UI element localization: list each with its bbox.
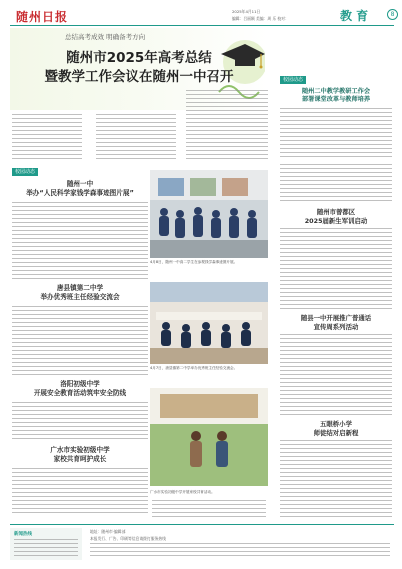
- headline-r1: 随州二中教学教研工作会 部署课堂改革与教师培养: [301, 88, 371, 103]
- caption-meeting: 4月7日，唐县镇第二中学举办优秀班主任经验交流会。: [150, 366, 238, 370]
- photo-outdoor: [150, 388, 268, 486]
- r1-body: [280, 108, 392, 160]
- r1-body-2: [280, 164, 392, 204]
- hero-kicker: 总结高考成效 明确备考方向: [65, 33, 146, 41]
- headline-a1: 随州一中 举办“人民科学家钱学森事迹图片展”: [26, 180, 134, 197]
- footer-notice: 本报发行、广告、印刷等信息请拨打服务热线: [90, 536, 166, 541]
- page-number-badge: 8: [387, 9, 398, 20]
- a3-body: [12, 402, 148, 442]
- footer-body: [90, 543, 390, 559]
- masthead-date: 2025年4月11日: [232, 9, 261, 14]
- headline-r4: 五眼桥小学 师徒结对启新程: [313, 420, 359, 437]
- masthead: [10, 6, 394, 26]
- below-photo-body: [152, 500, 266, 520]
- hero-body-col2: [96, 114, 176, 160]
- newspaper-logo: 随州日报: [16, 10, 69, 24]
- section-title: 教 育: [340, 9, 369, 23]
- headline-a2: 唐县镇第二中学 举办优秀班主任经验交流会: [40, 284, 120, 301]
- photo-exhibition: [150, 170, 268, 258]
- section-tag-right: 校园动态: [280, 76, 306, 84]
- a2-body: [12, 306, 148, 376]
- photo-meeting: [150, 282, 268, 364]
- headline-a4: 广水市实验初级中学 家校共育呵护成长: [50, 446, 110, 463]
- a4-body: [12, 468, 148, 516]
- footer: [10, 524, 394, 562]
- r4-body: [280, 440, 392, 518]
- hero-title-line2: 暨教学工作会议在随州一中召开: [44, 69, 234, 85]
- footer-hotline-lines: [14, 539, 78, 557]
- hero-body-col1: [12, 114, 82, 160]
- a1-body: [12, 202, 148, 282]
- headline-r2: 随州市曾都区 2025届新生军训启动: [304, 208, 368, 225]
- caption-exhibition: 4月8日，随州一中高二学生在参观钱学森事迹图片展。: [150, 260, 238, 264]
- section-tag-left: 校园动态: [12, 168, 38, 176]
- masthead-editors: 编辑：吕丽颖 美编：周 乐 校对：: [232, 16, 289, 21]
- footer-hotline-block: [10, 528, 82, 560]
- caption-outdoor: 广水市实验初级中学开展家校共育活动。: [150, 490, 215, 494]
- headline-r3: 随县一中开展推广普通话 宣传周系列活动: [300, 314, 372, 331]
- hero-body-col3: [186, 90, 268, 160]
- r2-body: [280, 228, 392, 310]
- hero-title-line1: 随州市2025年高考总结: [66, 50, 212, 66]
- footer-address: 地址：随州市·编辑部: [90, 529, 126, 534]
- footer-hotline: 新闻热线: [14, 532, 32, 537]
- headline-a3: 洛阳初级中学 开展安全教育活动筑牢安全防线: [33, 380, 127, 397]
- r3-body: [280, 334, 392, 416]
